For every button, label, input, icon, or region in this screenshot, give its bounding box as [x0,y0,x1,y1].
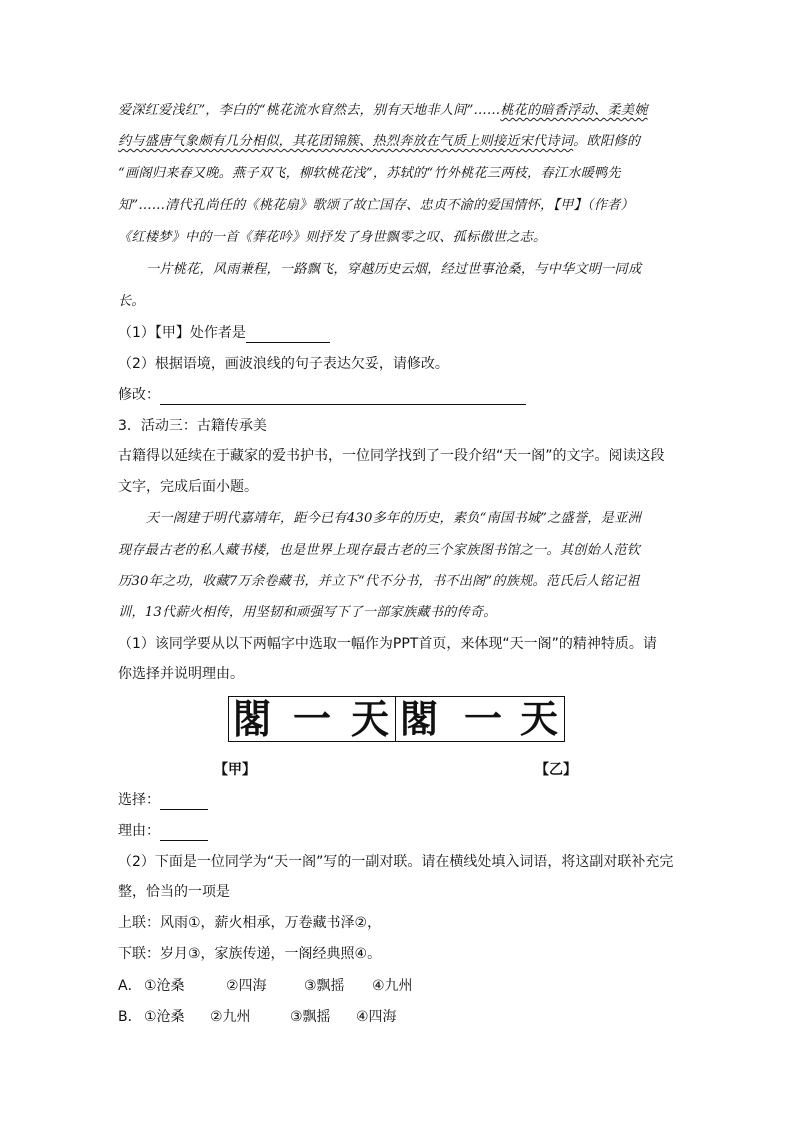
activity3-title: 3．活动三：古籍传承美 [118,418,267,434]
intro-line2: 文字，完成后面小题。 [118,479,258,495]
option-a[interactable] [118,976,678,996]
intro-line1: 古籍得以延续在于藏家的爱书护书，一位同学找到了一段介绍“天一阁”的文字。阅读这段 [118,448,665,464]
passage2-line1: 天一阁建于明代嘉靖年，距今已有430多年的历史，素负“南国书城”之盛誉，是亚洲 [146,511,641,526]
option-b[interactable] [118,1007,678,1027]
fix-answer-blank[interactable] [160,388,526,405]
wavy-sentence-part1: 桃花的暗香浮动、柔美婉 [500,103,648,118]
author-answer-blank[interactable] [246,326,330,343]
reason-label: 理由： [118,823,160,839]
passage1-line1-text: 爱深红爱浅红”，李白的“桃花流水窅然去，别有天地非人间”…… [118,103,501,118]
passage1-line5: 《红楼梦》中的一首《葬花吟》则抒发了身世飘零之叹、孤标傲世之志。 [118,230,547,245]
option-b-item-3: ③飘摇 [290,1009,331,1025]
passage1-line6: 一片桃花，风雨兼程，一路飘飞，穿越历史云烟，经过世事沧桑，与中华文明一同成 [146,262,642,277]
passage1-line1 [118,101,678,121]
choice-row [118,790,678,810]
passage1-line4: 知”……清代孔尚任的《桃花扇》歌颂了故亡国存、忠贞不渝的爱国情怀，【甲】（作者） [118,198,634,213]
calligraphy-yi[interactable] [395,696,565,742]
passage1-line2-tail: 。欧阳修的 [573,134,641,149]
label-yi: 【乙】 [535,762,577,778]
calligraphy-yi-char-3: 天 [520,696,559,741]
calligraphy-jia-char-2: 一 [293,694,332,743]
option-b-item-4: ④四海 [356,1009,397,1025]
passage2-line3: 历30年之功，收藏7万余卷藏书，并立下“代不分书，书不出阁”的族规。范氏后人铭记祖 [118,574,640,589]
option-a-item-3: ③飘摇 [304,978,345,994]
reason-row [118,821,678,841]
option-a-letter: A． [118,978,142,994]
passage1-line2 [118,132,678,152]
calligraphy-yi-char-2: 一 [464,696,503,741]
choice-answer-blank[interactable] [160,793,208,810]
sub2-line2: 整，恰当的一项是 [118,884,230,900]
couplet-upper: 上联：风雨①，薪火相承，万卷藏书泽②， [118,915,382,931]
reason-answer-blank[interactable] [160,824,208,841]
label-jia: 【甲】 [214,762,256,778]
option-b-item-2: ②九州 [210,1009,251,1025]
question-1 [118,323,678,343]
option-a-item-4: ④九州 [372,978,413,994]
wavy-sentence-part2: 约与盛唐气象颇有几分相似，其花团锦簇、热烈奔放在气质上则接近宋代诗词 [118,134,574,149]
passage2-line4: 训，13代薪火相传，用坚韧和顽强写下了一部家族藏书的传奇。 [118,605,497,620]
calligraphy-jia-char-1: 閣 [233,694,272,743]
calligraphy-yi-char-1: 閣 [400,696,439,741]
sub1-line2: 你选择并说明理由。 [118,666,244,682]
passage1-line3: “画阁归来春又晚。燕子双飞，柳软桃花浅”，苏轼的“竹外桃花三两枝，春江水暖鸭先 [118,166,621,181]
sub2-line1: （2）下面是一位同学为“天一阁”写的一副对联。请在横线处填入词语，将这副对联补充完 [118,854,674,870]
fix-row [118,385,678,405]
sub1-line1: （1）该同学要从以下两幅字中选取一幅作为PPT首页，来体现“天一阁”的精神特质。请 [118,636,657,652]
option-b-item-1: ①沧桑 [144,1009,185,1025]
option-a-item-1: ①沧桑 [144,978,185,994]
option-a-item-2: ②四海 [226,978,267,994]
choice-label: 选择： [118,792,160,808]
passage2-line2: 现存最古老的私人藏书楼，也是世界上现存最古老的三个家族图书馆之一。其创始人范钦 [118,543,641,558]
question-2: （2）根据语境，画波浪线的句子表达欠妥，请修改。 [118,356,449,372]
passage1-line7: 长。 [118,294,145,309]
question-1-text: （1）【甲】处作者是 [118,325,246,341]
couplet-lower: 下联：岁月③，家族传递，一阁经典照④。 [118,946,382,962]
calligraphy-jia[interactable] [228,696,396,742]
fix-label: 修改： [118,387,160,403]
option-b-letter: B． [118,1009,142,1025]
calligraphy-jia-char-3: 天 [351,694,390,743]
